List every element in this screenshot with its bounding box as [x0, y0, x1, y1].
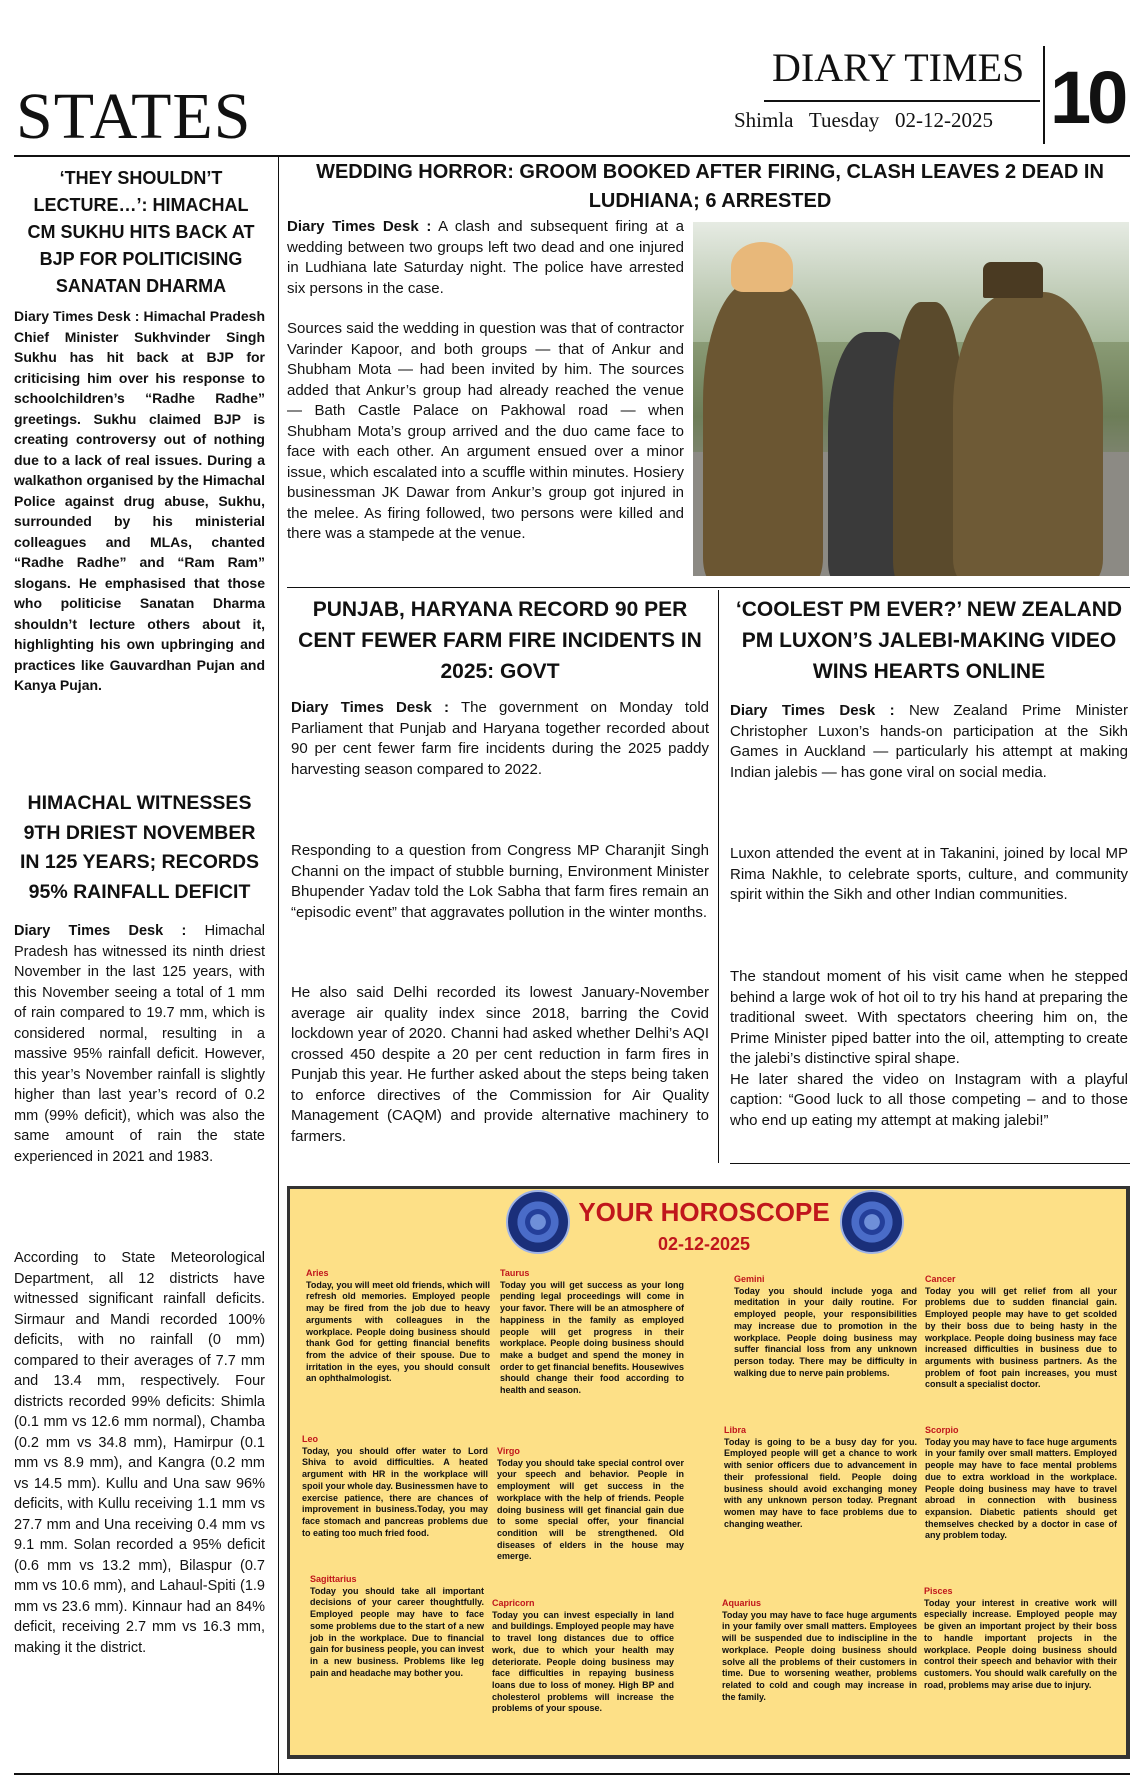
- zodiac-wheel-icon: [840, 1190, 904, 1254]
- horoscope-aquarius: [722, 1598, 917, 1703]
- left-article-1-body: Diary Times Desk : Himachal Pradesh Chief Minister Sukhvinder Singh Sukhu has hit back at BJP for criticising him over his response to schoolchildren’s “Radhe Radhe” greetings. Sukhu claimed BJP is creating controversy out of nothing due to a lack of real issues. During a walkathon organised by the Himachal Police against drug abuse, Sukhu, surrounded by his ministerial colleagues and MLAs, chanted “Radhe Radhe” and “Ram Ram” slogans. He emphasised that those who politicise Sanatan Dharma shouldn’t lecture others about it, highlighting his own upbringing and practices like Gauvardhan Pujan and Kanya Pujan.: [14, 308, 265, 693]
- sign-name: Virgo: [497, 1446, 520, 1456]
- byline: Diary Times Desk :: [14, 923, 187, 939]
- news-photo-police: [693, 222, 1129, 576]
- sign-text: Today is going to be a busy day for you. Employed people will get a chance to work with senior officers due to advancement in their professional field. People doing business should avoid exchanging money with any unknown person today. Pregnant women may have to face problems due to changing weather.: [724, 1436, 917, 1529]
- column-divider: [718, 590, 719, 1163]
- horoscope-title: YOUR HOROSCOPE: [578, 1197, 830, 1227]
- sign-text: Today you will get success as your long pending legal proceedings will come in your favor. There will be an atmosphere of happiness in the family as employed people will get progress in their workplace. People doing business should make a budget and spend the money in order to get financial benefits. Housewives should change their food according to health and season.: [500, 1279, 684, 1396]
- left-article-2-text: Himachal Pradesh has witnessed its ninth driest November in the last 125 years, with this November seeing a total of 1 mm of rain compared to 19.7 mm, which is considered normal, resulting in a massive 95% rainfall deficit. However, this year’s November rainfall is slightly higher than last year’s record of 0.2 mm (99% deficit), which was also the same amount of rain the state experienced in 2021 and 1983.: [14, 923, 266, 1165]
- sign-text: Today, you should offer water to Lord Shiva to avoid difficulties. A heated argument with HR in the workplace will spoil your whole day. Businessmen have to exercise patience, there are chances of improvement in business.Today, you may face stomach and pancreas problems due to eating too much fried food.: [302, 1445, 488, 1538]
- sign-text: Today you may have to face huge arguments in your family over small matters. Employees will be suspended due to indiscipline in the workplace. People doing business should solve all the problems of their customers in time. Due to worsening weather, problems related to cold and cough may increase in the family.: [722, 1609, 917, 1702]
- paper-name: DIARY TIMES: [772, 45, 1025, 90]
- sign-text: Today you will get relief from all your problems due to sudden financial gain. Employed people may have to get scolded by their boss due to being hasty in the workplace. People doing business may face increased difficulties in business due to arguments with business partners. As the problem of foot pain increases, you must consult a specialist doctor.: [925, 1285, 1117, 1390]
- punjab-p1: [291, 698, 709, 780]
- sign-text: Today you should take all important decisions of your career thoughtfully. Employed people may have to face some problems due to the start of a new job in the workplace. Due to financial gain for business people, you can invest in a new business. Problems like leg pain and headache may bother you.: [310, 1585, 484, 1678]
- luxon-p1: [730, 701, 1128, 783]
- horoscope-virgo: [497, 1446, 684, 1563]
- sign-name: Aquarius: [722, 1598, 762, 1608]
- punjab-p2: Responding to a question from Congress MP Charanjit Singh Channi on the impact of stubble burning, Environment Minister Bhupender Yadav told the Lok Sabha that farm fires remain an “episodic event” that aggravates pollution in the winter months.: [291, 842, 709, 921]
- horoscope-taurus: [500, 1268, 684, 1397]
- luxon-p4-text: He later shared the video on Instagram with a playful caption: “Good luck to all those competing – and to those who end up eating my attempt at making jalebi!”: [730, 1070, 1128, 1129]
- sign-name: Leo: [302, 1434, 319, 1444]
- punjab-p1-text: The government on Monday told Parliament that Punjab and Haryana together recorded about 90 per cent fewer farm fire incidents during the 2025 paddy harvesting season compared to 2022.: [291, 699, 709, 778]
- sign-text: Today you can invest especially in land and buildings. Employed people may have to travel long distances due to office work, due to which your health may deteriorate. People doing business may face difficulties in repaying business loans due to loss of money. High BP and cholesterol problems will increase the problems of your spouse.: [492, 1609, 674, 1714]
- sign-name: Aries: [306, 1268, 329, 1278]
- top-rule: [14, 155, 1130, 157]
- luxon-p3: [730, 967, 1128, 1131]
- horoscope-libra: [724, 1425, 917, 1530]
- byline: Diary Times Desk :: [291, 699, 450, 716]
- luxon-p2: Luxon attended the event at in Takanini, joined by local MP Rima Nakhle, to celebrate sports, culture, and community spirit within the Sikh and other Indian communities.: [730, 845, 1128, 903]
- zodiac-wheel-icon: [506, 1190, 570, 1254]
- horoscope-scorpio: [925, 1425, 1117, 1542]
- bottom-rule: [14, 1773, 1130, 1775]
- page-number-divider: [1043, 46, 1045, 144]
- story-divider: [287, 587, 1130, 588]
- luxon-end-rule: [730, 1163, 1130, 1164]
- section-title: STATES: [16, 80, 252, 153]
- sign-text: Today you should include yoga and meditation in your daily routine. For employed people, your responsibilities may increase due to promotion in the workplace. People doing business may suffer financial loss from any unknown person today. There may be difficulty in walking due to nerve pain problems.: [734, 1285, 917, 1378]
- punjab-p3: He also said Delhi recorded its lowest January-November average air quality index since 2018, barring the Covid lockdown year of 2020. Channi had asked whether Delhi’s AQI crossed 450 despite a 20 per cent reduction in farm fires in Punjab this year. He further asked about the steps being taken to enforce directives of the Commission for Air Quality Management (CAQM) and provide alternative machinery to farmers.: [291, 984, 709, 1145]
- horoscope-pisces: [924, 1586, 1117, 1691]
- left-headline-1: ‘THEY SHOULDN’T LECTURE…’: HIMACHAL CM SUKHU HITS BACK AT BJP FOR POLITICISING SANATAN DHARMA: [27, 168, 255, 296]
- byline: Diary Times Desk :: [730, 702, 895, 719]
- luxon-p1-text: New Zealand Prime Minister Christopher Luxon’s hands-on participation at the Sikh Games in Auckland — particularly his attempt at making Indian jalebis — has gone viral on social media.: [730, 702, 1128, 781]
- sign-name: Capricorn: [492, 1598, 535, 1608]
- horoscope-aries: [306, 1268, 490, 1385]
- sign-name: Cancer: [925, 1274, 956, 1284]
- left-headline-2: HIMACHAL WITNESSES 9TH DRIEST NOVEMBER IN 125 YEARS; RECORDS 95% RAINFALL DEFICIT: [19, 792, 260, 903]
- luxon-p3-text: The standout moment of his visit came when he stepped behind a large wok of hot oil to try his hand at preparing the traditional sweet. With spectators cheering him on, the Prime Minister piped batter into the oil, attempting to create the jalebi’s distinctive spiral shape.: [730, 968, 1128, 1067]
- day: Tuesday: [808, 108, 880, 132]
- sign-name: Libra: [724, 1425, 747, 1435]
- city: Shimla: [734, 108, 794, 132]
- sign-name: Pisces: [924, 1586, 953, 1596]
- sign-name: Scorpio: [925, 1425, 959, 1435]
- horoscope-cancer: [925, 1274, 1117, 1391]
- wedding-p1: [287, 217, 684, 299]
- horoscope-date: 02-12-2025: [657, 1234, 751, 1254]
- horoscope-leo: [302, 1434, 488, 1539]
- date: 02-12-2025: [895, 108, 994, 132]
- masthead-underline: [764, 100, 1040, 102]
- luxon-headline: ‘COOLEST PM EVER?’ NEW ZEALAND PM LUXON’S JALEBI-MAKING VIDEO WINS HEARTS ONLINE: [735, 598, 1123, 683]
- byline: Diary Times Desk :: [287, 218, 432, 235]
- sign-text: Today your interest in creative work will especially increase. Employed people may be given an important project by their boss to handle important projects in the workplace. People doing business should control their speech and behavior with their customers. You should walk carefully on the road, problems may arise due to injury.: [924, 1597, 1117, 1690]
- dateline: [734, 106, 993, 134]
- sign-name: Sagittarius: [310, 1574, 357, 1584]
- left-article-2-body: [14, 921, 265, 1167]
- sign-text: Today you should take special control over your speech and behavior. People in employment will get success in the workplace with the help of friends. People doing business will get financial gain due to some special offer, your financial condition will be strengthened. Old diseases of elders in the house may emerge.: [497, 1457, 684, 1562]
- left-column-divider: [278, 157, 279, 1773]
- sign-text: Today you may have to face huge arguments in your family over small matters. Employed people may have to face mental problems due to extra workload in the workplace. People doing business may have to travel abroad in connection with business expansion. Diabetic patients should get themselves checked by a doctor in case of any problem today.: [925, 1436, 1117, 1541]
- page-number: 10: [1050, 56, 1125, 139]
- sign-name: Gemini: [734, 1274, 765, 1284]
- wedding-p1-text: A clash and subsequent firing at a wedding between two groups left two dead and one injured in Ludhiana late Saturday night. The police have arrested six persons in the case.: [287, 218, 684, 297]
- sign-text: Today, you will meet old friends, which will refresh old memories. Employed people may be fired from the job due to heavy arguments with colleagues in the workplace. People doing business should thank God for getting financial benefits from the advice of their spouse. Due to irritation in the eyes, you should consult an ophthalmologist.: [306, 1279, 490, 1384]
- sign-name: Taurus: [500, 1268, 530, 1278]
- horoscope-sagittarius: [310, 1574, 484, 1679]
- punjab-headline: PUNJAB, HARYANA RECORD 90 PER CENT FEWER FARM FIRE INCIDENTS IN 2025: GOVT: [298, 598, 702, 683]
- horoscope-capricorn: [492, 1598, 674, 1715]
- wedding-headline: WEDDING HORROR: GROOM BOOKED AFTER FIRING, CLASH LEAVES 2 DEAD IN LUDHIANA; 6 ARRESTED: [316, 161, 1104, 212]
- left-article-2-body-cont: According to State Meteorological Department, all 12 districts have witnessed significant rainfall deficits. Sirmaur and Mandi recorded 100% deficits, with no rainfall (0 mm) compared to their averages of 7.7 mm and 13.4 mm, respectively. Four districts recorded 99% deficits: Shimla (0.1 mm vs 12.6 mm normal), Chamba (0.2 mm vs 34.8 mm), Hamirpur (0.1 mm vs 8.9 mm), and Kangra (0.2 mm vs 14.5 mm). Kullu and Una saw 96% deficits, with Kullu receiving 1.1 mm vs 27.7 mm and Una receiving 0.4 mm vs 9.1 mm. Solan recorded a 95% deficit (0.6 mm vs 13.2 mm), Bilaspur (0.7 mm vs 10.6 mm), and Lahaul-Spiti (1.9 mm vs 23.6 mm). Kinnaur had an 84% deficit, receiving 2.7 mm vs 16.3 mm, making it the district.: [14, 1250, 265, 1656]
- wedding-p2: Sources said the wedding in question was that of contractor Varinder Kapoor, and both groups — that of Ankur and Shubham Mota — had been invited by him. The sources added that Ankur’s group had already reached the venue — Bath Castle Palace on Pakhowal road — when Shubham Mota’s group arrived and the duo came face to face with each other. An argument ensued over a minor issue, which escalated into a scuffle within minutes. Hosiery businessman JK Dawar from Ankur’s group got injured in the melee. As firing followed, two persons were killed and there was a stampede at the venue.: [287, 320, 684, 542]
- horoscope-gemini: [734, 1274, 917, 1379]
